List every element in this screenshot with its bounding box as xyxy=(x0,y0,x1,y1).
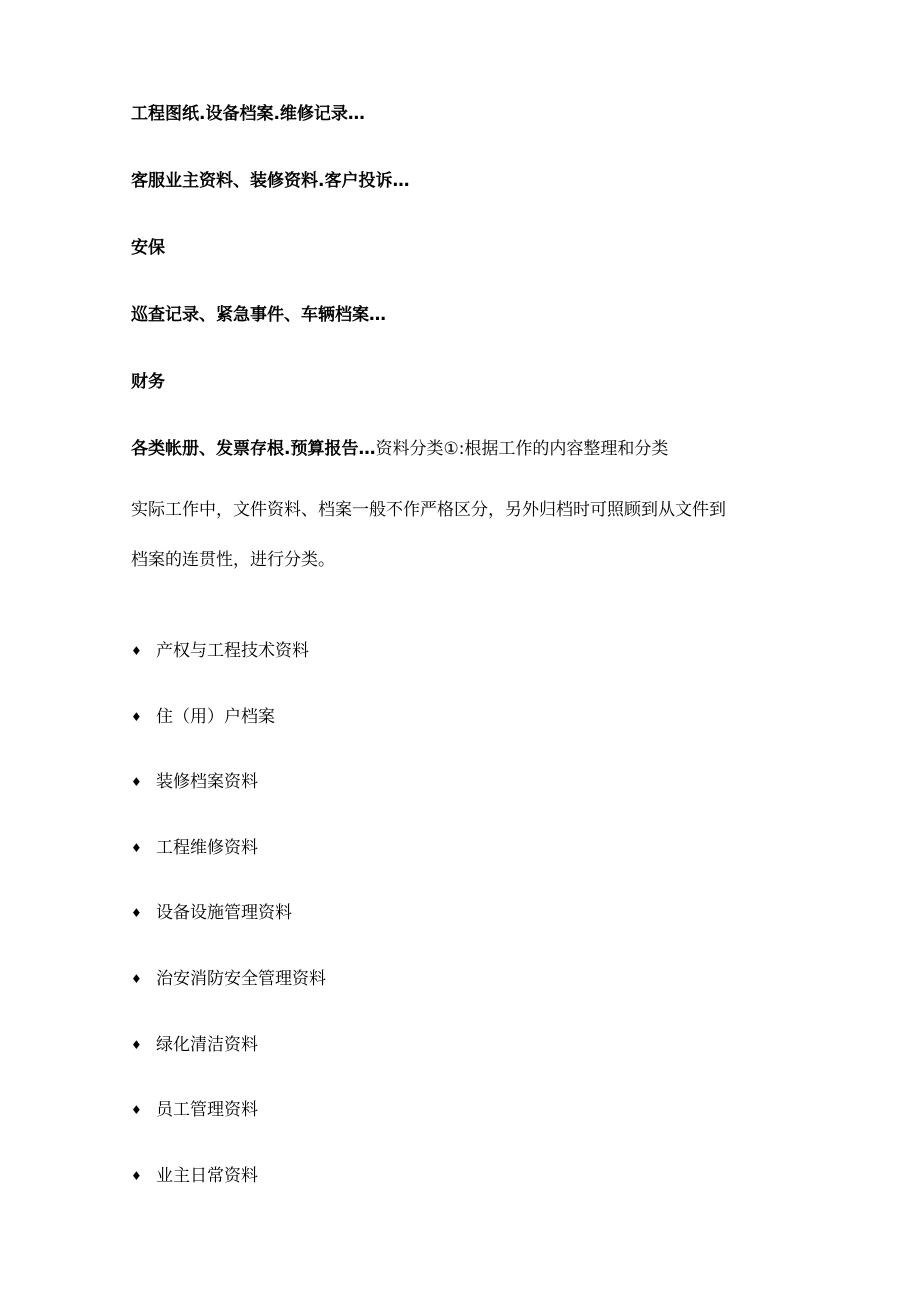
list-item-label: 绿化清洁资料 xyxy=(156,1035,258,1055)
list-item xyxy=(131,639,309,663)
list-item-label: 治安消防安全管理资料 xyxy=(156,969,326,989)
list-item-label: 产权与工程技术资料 xyxy=(156,641,309,661)
diamond-bullet-icon: ♦ xyxy=(131,906,142,920)
list-item xyxy=(131,770,258,794)
list-item-label: 装修档案资料 xyxy=(156,772,258,792)
list-item xyxy=(131,901,292,925)
list-item xyxy=(131,1033,258,1057)
list-item xyxy=(131,705,275,729)
list-item-label: 住（用）户档案 xyxy=(156,707,275,727)
diamond-bullet-icon: ♦ xyxy=(131,972,142,986)
text-line-engineering: 工程图纸.设备档案.维修记录… xyxy=(131,104,365,124)
list-item-label: 业主日常资料 xyxy=(156,1166,258,1186)
list-item-label: 员工管理资料 xyxy=(156,1100,258,1120)
diamond-bullet-icon: ♦ xyxy=(131,644,142,658)
heading-security: 安保 xyxy=(131,238,165,258)
list-item-label: 工程维修资料 xyxy=(156,838,258,858)
text-line-finance-records xyxy=(131,437,668,461)
list-item xyxy=(131,1098,258,1122)
paragraph-line-2: 档案的连贯性，进行分类。 xyxy=(131,550,335,570)
diamond-bullet-icon: ♦ xyxy=(131,1038,142,1052)
list-item xyxy=(131,836,258,860)
list-item-label: 设备设施管理资料 xyxy=(156,903,292,923)
list-item xyxy=(131,967,326,991)
list-item xyxy=(131,1164,258,1188)
heading-finance: 财务 xyxy=(131,372,165,392)
diamond-bullet-icon: ♦ xyxy=(131,775,142,789)
paragraph-line-1: 实际工作中，文件资料、档案一般不作严格区分，另外归档时可照顾到从文件到 xyxy=(131,500,726,520)
finance-records-bold: 各类帐册、发票存根.预算报告… xyxy=(131,439,376,459)
diamond-bullet-icon: ♦ xyxy=(131,841,142,855)
text-line-customer-service: 客服业主资料、装修资料.客户投诉… xyxy=(131,171,410,191)
text-line-security-records: 巡查记录、紧急事件、车辆档案… xyxy=(131,305,386,325)
diamond-bullet-icon: ♦ xyxy=(131,710,142,724)
diamond-bullet-icon: ♦ xyxy=(131,1103,142,1117)
diamond-bullet-icon: ♦ xyxy=(131,1169,142,1183)
classification-note: 资料分类①:根据工作的内容整理和分类 xyxy=(375,439,669,459)
